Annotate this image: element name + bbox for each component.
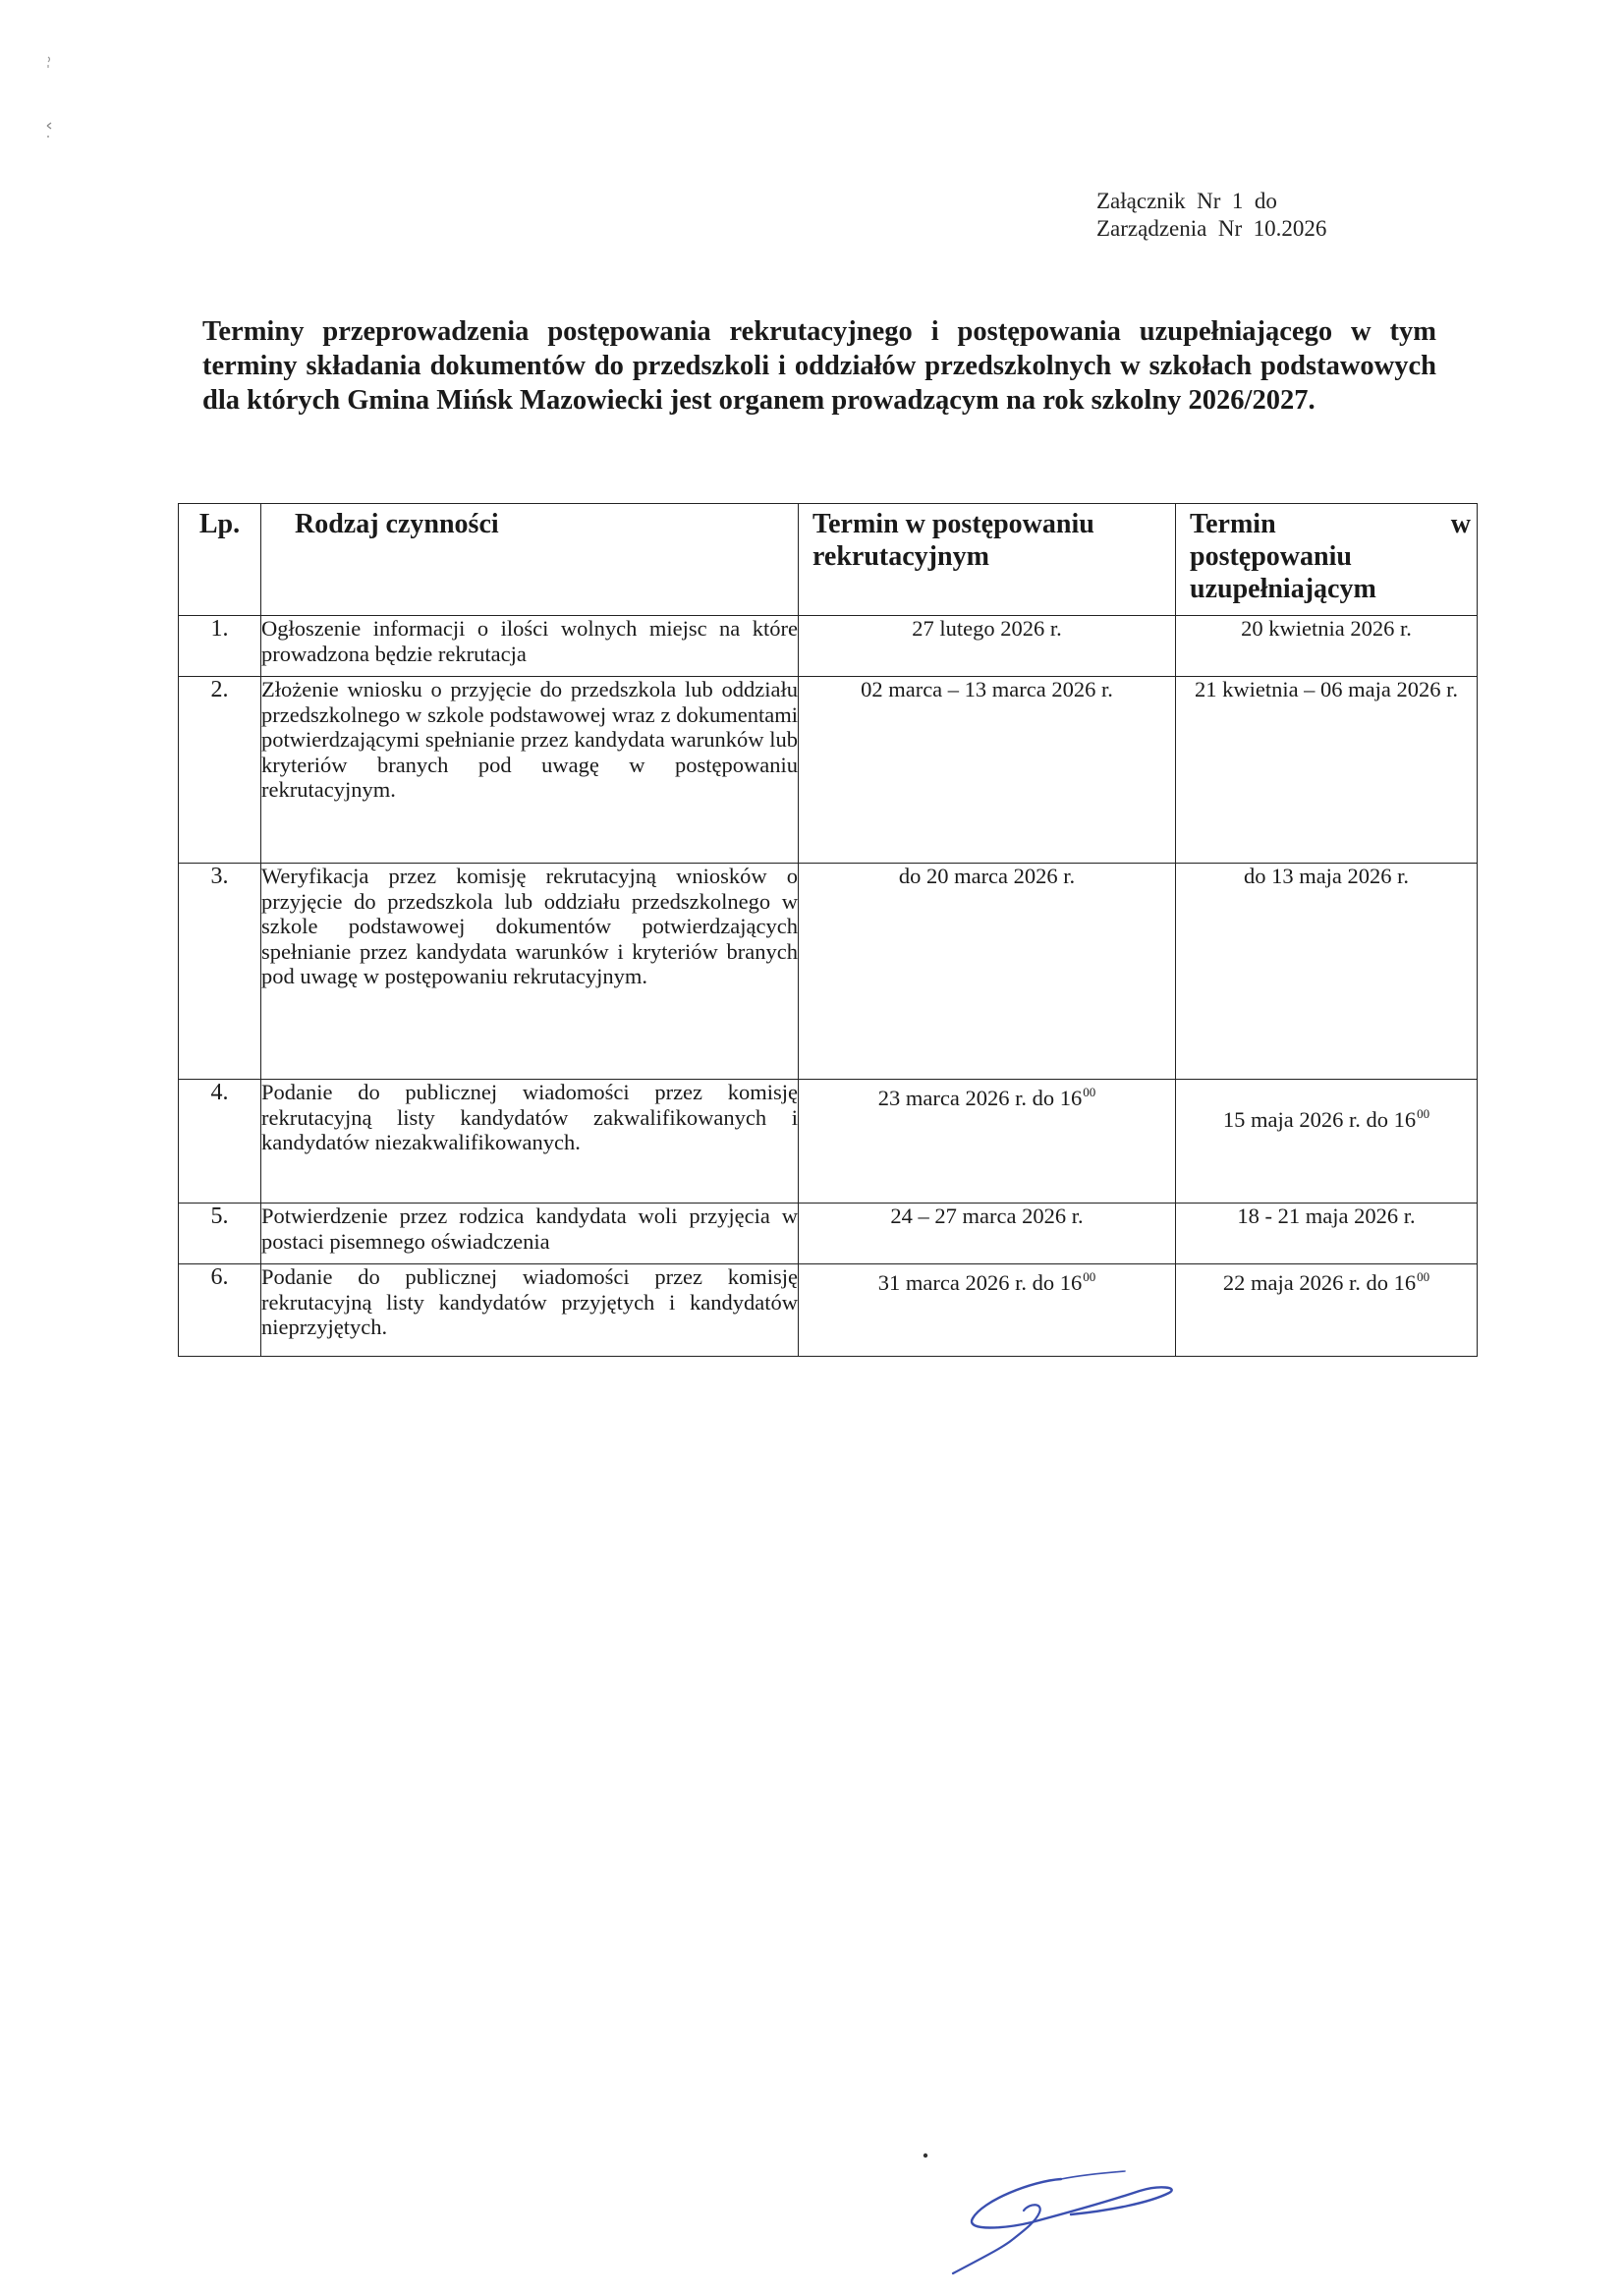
hour-minutes-superscript: 00 xyxy=(1417,1106,1430,1121)
row-supplementary-term: 21 kwietnia – 06 maja 2026 r. xyxy=(1176,677,1478,864)
row-activity: Potwierdzenie przez rodzica kandydata woli przyjęcia w postaci pisemnego oświadczenia xyxy=(261,1204,799,1264)
row-activity: Złożenie wniosku o przyjęcie do przedszkola lub oddziału przedszkolnego w szkole podstawowej wraz z dokumentami potwierdzającymi spełnianie przez kandydata warunków lub kryteriów branych pod uwagę w postępowaniu rekrutacyjnym. xyxy=(261,677,799,864)
handwritten-signature xyxy=(914,2142,1238,2279)
row-lp: 6. xyxy=(179,1264,261,1357)
row-supplementary-term xyxy=(1176,1080,1478,1204)
table-row xyxy=(179,1080,1478,1204)
supplementary-term-text: 22 maja 2026 r. do 16 xyxy=(1222,1270,1417,1295)
hour-minutes-superscript: 00 xyxy=(1083,1085,1096,1099)
attachment-line-2: Zarządzenia Nr 10.2026 xyxy=(1096,216,1327,241)
scan-artifact-marks xyxy=(39,49,59,157)
row-activity: Weryfikacja przez komisję rekrutacyjną wniosków o przyjęcie do przedszkola lub oddziału przedszkolnego w szkole podstawowej dokumentów potwierdzających spełnianie przez kandydata warunków i kryteriów branych pod uwagę w postępowaniu rekrutacyjnym. xyxy=(261,864,799,1080)
row-recruitment-term xyxy=(799,1080,1176,1204)
table-row xyxy=(179,1204,1478,1264)
row-lp: 2. xyxy=(179,677,261,864)
attachment-reference xyxy=(1096,188,1326,243)
hour-minutes-superscript: 00 xyxy=(1417,1269,1430,1284)
header-lp: Lp. xyxy=(179,504,261,616)
row-lp: 5. xyxy=(179,1204,261,1264)
table-header-row xyxy=(179,504,1478,616)
row-activity: Podanie do publicznej wiadomości przez komisję rekrutacyjną listy kandydatów przyjętych i kandydatów nieprzyjętych. xyxy=(261,1264,799,1357)
header-activity: Rodzaj czynności xyxy=(261,504,799,616)
attachment-line-1: Załącznik Nr 1 do xyxy=(1096,189,1277,213)
header-recruitment-term: Termin w postępowaniu rekrutacyjnym xyxy=(799,504,1176,616)
document-title: Terminy przeprowadzenia postępowania rekrutacyjnego i postępowania uzupełniającego w tym terminy składania dokumentów do przedszkoli i oddziałów przedszkolnych w szkołach podstawowych dla których Gmina Mińsk Mazowiecki jest organem prowadzącym na rok szkolny 2026/2027. xyxy=(202,316,1436,416)
table-row xyxy=(179,1264,1478,1357)
row-activity: Podanie do publicznej wiadomości przez komisję rekrutacyjną listy kandydatów zakwalifikowanych i kandydatów niezakwalifikowanych. xyxy=(261,1080,799,1204)
row-recruitment-term xyxy=(799,1264,1176,1357)
row-recruitment-term: 02 marca – 13 marca 2026 r. xyxy=(799,677,1176,864)
header-supplementary-term-b: postępowaniu uzupełniającym xyxy=(1190,541,1376,604)
recruitment-term-text: 31 marca 2026 r. do 16 xyxy=(877,1270,1083,1295)
table-row xyxy=(179,677,1478,864)
table-row xyxy=(179,864,1478,1080)
header-supplementary-term-w: w xyxy=(1450,509,1471,539)
row-lp: 3. xyxy=(179,864,261,1080)
hour-minutes-superscript: 00 xyxy=(1083,1269,1096,1284)
row-lp: 1. xyxy=(179,616,261,677)
row-supplementary-term xyxy=(1176,1264,1478,1357)
row-activity: Ogłoszenie informacji o ilości wolnych miejsc na które prowadzona będzie rekrutacja xyxy=(261,616,799,677)
row-recruitment-term: do 20 marca 2026 r. xyxy=(799,864,1176,1080)
header-supplementary-term xyxy=(1176,504,1478,616)
row-lp: 4. xyxy=(179,1080,261,1204)
row-supplementary-term: 20 kwietnia 2026 r. xyxy=(1176,616,1478,677)
header-supplementary-term-a: Termin xyxy=(1190,509,1276,539)
recruitment-schedule-table xyxy=(178,503,1478,1357)
row-recruitment-term: 27 lutego 2026 r. xyxy=(799,616,1176,677)
row-supplementary-term: 18 - 21 maja 2026 r. xyxy=(1176,1204,1478,1264)
table-row xyxy=(179,616,1478,677)
row-supplementary-term: do 13 maja 2026 r. xyxy=(1176,864,1478,1080)
recruitment-term-text: 23 marca 2026 r. do 16 xyxy=(877,1086,1083,1110)
row-recruitment-term: 24 – 27 marca 2026 r. xyxy=(799,1204,1176,1264)
supplementary-term-text: 15 maja 2026 r. do 16 xyxy=(1222,1107,1417,1132)
